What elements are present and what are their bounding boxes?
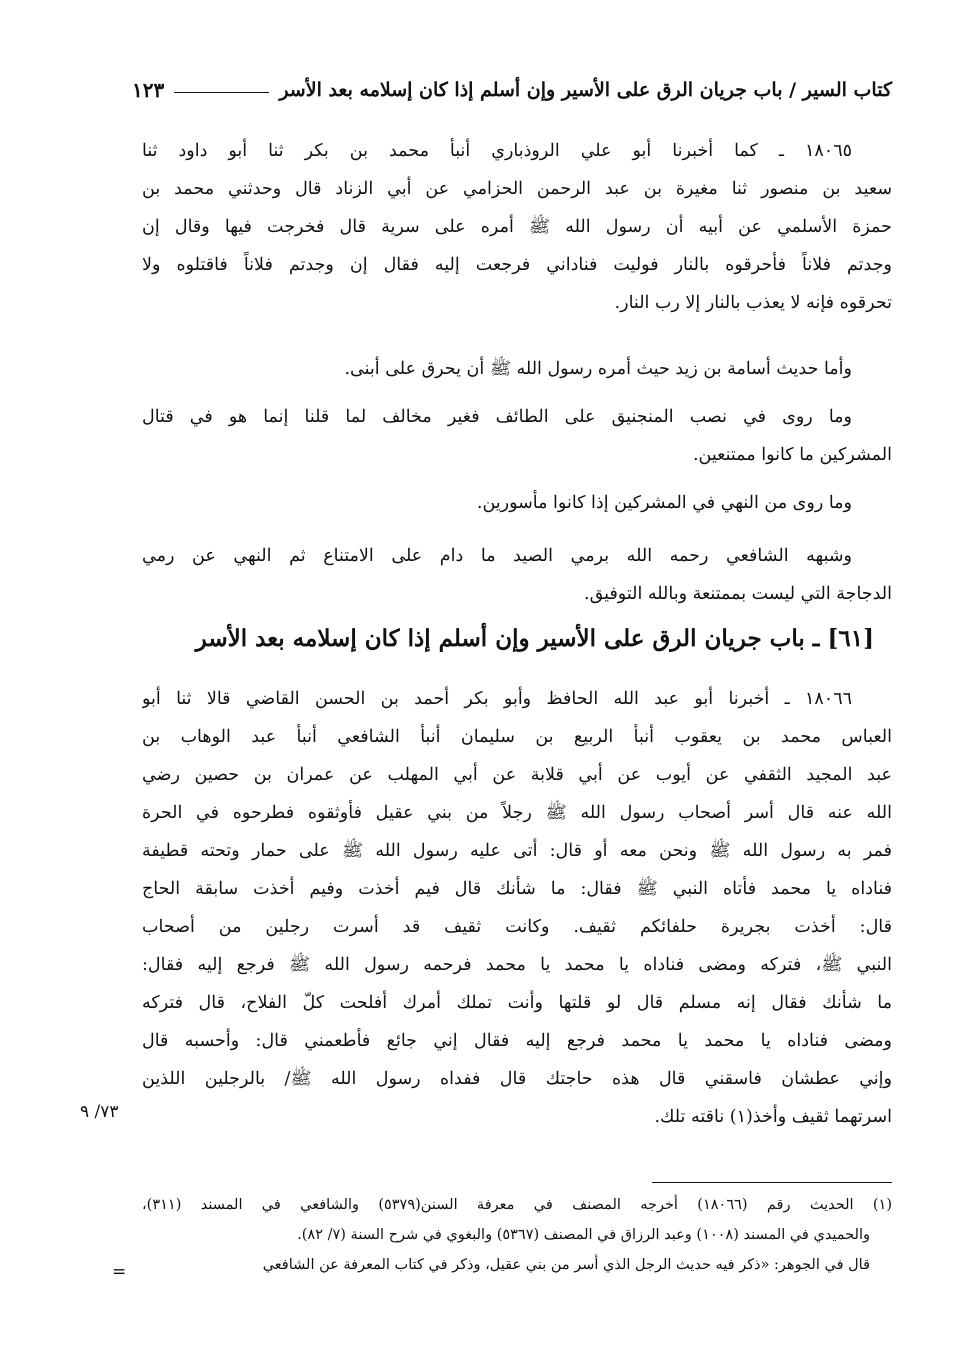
footnote-line: قال في الجوهر: «ذكر فيه حديث الرجل الذي أسر من بني عقيل، وذكر في كتاب المعرفة عن الشافعي (262, 1257, 870, 1273)
paragraph-manjaniq (142, 398, 892, 474)
text-line: ومضى فناداه يا محمد يا محمد فرجع إليه فقال إني جائع فأطعمني قال: وأحسبه قال (142, 1031, 892, 1051)
page-number: ١٢٣ (132, 78, 165, 102)
footnotes (142, 1190, 892, 1280)
text-line: سعيد بن منصور ثنا مغيرة بن عبد الرحمن الحزامي عن أبي الزناد قال وحدثني محمد بن (142, 179, 892, 199)
text-line: فمر به رسول الله ﷺ ونحن معه أو قال: أتى عليه رسول الله ﷺ على حمار وتحته قطيفة (142, 841, 892, 861)
running-head-title: كتاب السير / باب جريان الرق على الأسير وإن أسلم إذا كان إسلامه بعد الأسر (279, 79, 892, 101)
text-line: وشبهه الشافعي رحمه الله برمي الصيد ما دام على الامتناع ثم النهي عن رمي (142, 546, 852, 566)
footnote-line: والحميدي في المسند (١٠٠٨) وعبد الرزاق في المصنف (٥٣٦٧) والبغوي في شرح السنة (٧/ ٨٢). (297, 1227, 870, 1243)
paragraph-nahy (142, 484, 892, 522)
footnote-continuation-mark: = (112, 1262, 127, 1282)
text-line: اسرتهما ثقيف وأخذ(١) ناقته تلك. (654, 1107, 892, 1127)
text-line: وأما حديث أسامة بن زيد حيث أمره رسول الله ﷺ أن يحرق على أبنى. (344, 359, 852, 379)
text-line: المشركين ما كانوا ممتنعين. (692, 445, 892, 465)
footnote-separator (652, 1182, 892, 1183)
running-head (132, 78, 892, 102)
text-line: الدجاجة التي ليست بممتنعة وبالله التوفيق. (584, 584, 892, 604)
text-line: الله عنه قال أسر أصحاب رسول الله ﷺ رجلاً من بني عقيل فأوثقوه فطرحوه في الحرة (142, 803, 892, 823)
text-line: عبد المجيد الثقفي عن أيوب عن أبي قلابة عن أبي المهلب عن عمران بن حصين رضي (142, 765, 892, 785)
text-line: العباس محمد بن يعقوب أنبأ الربيع بن سليمان أنبأ الشافعي أنبأ عبد الوهاب بن (142, 727, 892, 747)
paragraph-osama (142, 350, 892, 388)
text-line: وجدتم فلاناً فأحرقوه بالنار فوليت فناداني فرجعت إليه فقال إن وجدتم فلاناً فاقتلوه ولا (142, 255, 892, 275)
text-line: وإني عطشان فاسقني قال هذه حاجتك قال ففداه رسول الله ﷺ/ بالرجلين اللذين (142, 1069, 892, 1089)
text-line: حمزة الأسلمي عن أبيه أن رسول الله ﷺ أمره على سرية قال فخرجت فيها وقال إن (142, 217, 892, 237)
text-line: ١٨٠٦٦ ـ أخبرنا أبو عبد الله الحافظ وأبو بكر أحمد بن الحسن القاضي قالا ثنا أبو (142, 689, 852, 709)
text-line: ١٨٠٦٥ ـ كما أخبرنا أبو علي الروذباري أنبأ محمد بن بكر ثنا أبو داود ثنا (142, 141, 852, 161)
text-line: وما روى من النهي في المشركين إذا كانوا مأسورين. (476, 493, 852, 513)
text-line: ما شأنك فقال إنه مسلم قال لو قلتها وأنت تملك أمرك أفلحت كلّ الفلاح، قال فتركه (142, 993, 892, 1013)
margin-volume-reference: ٧٣/ ٩ (80, 1102, 119, 1122)
hadith-18065 (142, 132, 892, 322)
text-line: النبي ﷺ، فتركه ومضى فناداه يا محمد يا محمد فرحمه رسول الله ﷺ فرجع إليه فقال: (142, 955, 892, 975)
text-line: فناداه يا محمد فأتاه النبي ﷺ فقال: ما شأنك قال فيم أخذت وفيم أخذت سابقة الحاج (142, 879, 892, 899)
paragraph-shafii (142, 537, 892, 613)
text-line: قال: أخذت بجريرة حلفائكم ثقيف. وكانت ثقيف قد أسرت رجلين من أصحاب (142, 917, 892, 937)
footnote-line: (١) الحديث رقم (١٨٠٦٦) أخرجه المصنف في معرفة السنن(٥٣٧٩) والشافعي في المسند (٣١١)، (142, 1197, 892, 1213)
running-head-rule (174, 92, 269, 93)
hadith-18066 (142, 680, 892, 1136)
text-line: وما روى في نصب المنجنيق على الطائف فغير مخالف لما قلنا إنما هو في قتال (142, 407, 852, 427)
text-line: تحرقوه فإنه لا يعذب بالنار إلا رب النار. (614, 293, 892, 313)
chapter-heading: [٦١] ـ باب جريان الرق على الأسير وإن أسلم إذا كان إسلامه بعد الأسر (195, 625, 874, 652)
